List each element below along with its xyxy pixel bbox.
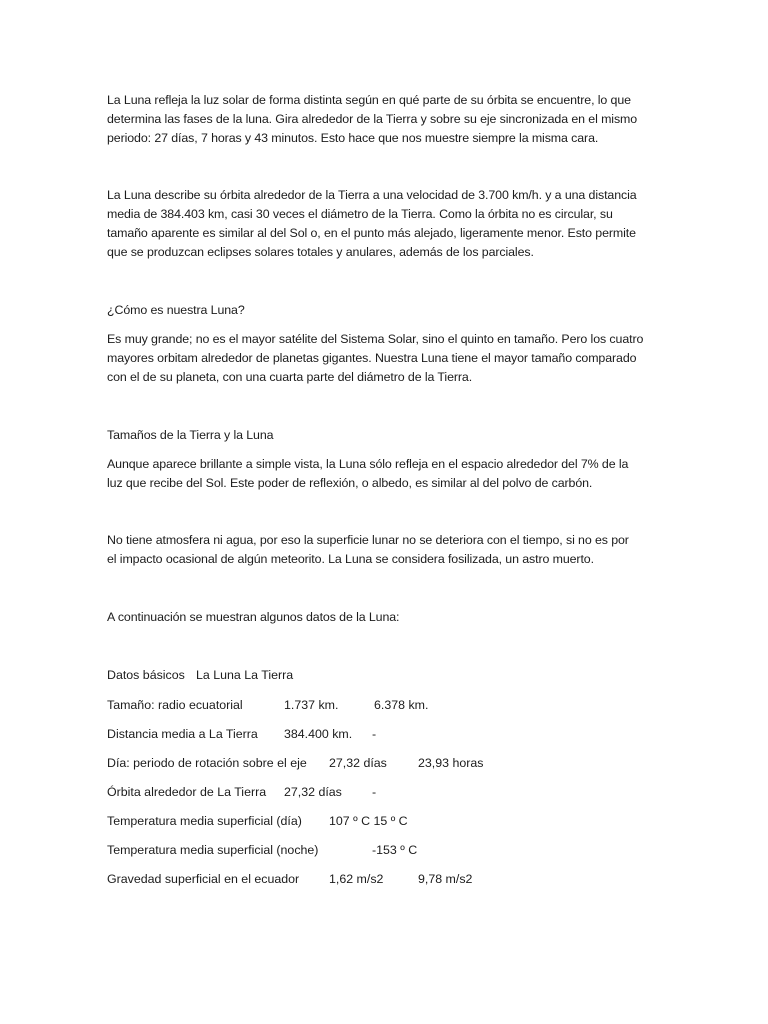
text-line: Es muy grande; no es el mayor satélite del Sistema Solar, sino el quinto en tamaño. Pero los cuatro xyxy=(107,332,644,346)
row-moon-value: 107 º C 15 º C xyxy=(329,814,408,828)
row-earth-value: - xyxy=(372,727,377,741)
text-line: No tiene atmosfera ni agua, por eso la superficie lunar no se deteriora con el tiempo, si no es por xyxy=(107,533,629,547)
text-line: periodo: 27 días, 7 horas y 43 minutos. Esto hace que nos muestre siempre la misma cara. xyxy=(107,131,599,145)
row-label: Temperatura media superficial (noche) xyxy=(107,843,319,857)
table-header-label: Datos básicos xyxy=(107,668,185,682)
row-earth-value: 6.378 km. xyxy=(374,698,429,712)
row-earth-value: 9,78 m/s2 xyxy=(418,872,473,886)
row-moon-value: 384.400 km. xyxy=(284,727,353,741)
row-label: Órbita alrededor de La Tierra xyxy=(107,785,267,799)
paragraph-atmosphere xyxy=(107,531,667,569)
paragraph-albedo xyxy=(107,455,667,493)
table-row xyxy=(107,725,667,744)
row-moon-value: 27,32 días xyxy=(284,785,342,799)
table-row xyxy=(107,754,667,773)
paragraph-moon-phases xyxy=(107,91,667,148)
row-label: Temperatura media superficial (día) xyxy=(107,814,302,828)
row-earth-value: - xyxy=(372,785,377,799)
text-line: que se produzcan eclipses solares totales y anulares, además de los parciales. xyxy=(107,245,534,259)
row-earth-value: 23,93 horas xyxy=(418,756,484,770)
table-header-row xyxy=(107,666,667,685)
row-moon-value: 1,62 m/s2 xyxy=(329,872,384,886)
row-label: Tamaño: radio ecuatorial xyxy=(107,698,243,712)
table-row xyxy=(107,841,667,860)
text-line: La Luna refleja la luz solar de forma distinta según en qué parte de su órbita se encuentre, lo que xyxy=(107,93,631,107)
table-row xyxy=(107,870,667,889)
paragraph-moon-orbit xyxy=(107,186,667,262)
text-line: La Luna describe su órbita alrededor de la Tierra a una velocidad de 3.700 km/h. y a una distancia xyxy=(107,188,637,202)
text-line: determina las fases de la luna. Gira alrededor de la Tierra y sobre su eje sincronizada en el mismo xyxy=(107,112,638,126)
table-row xyxy=(107,812,667,831)
row-label: Día: periodo de rotación sobre el eje xyxy=(107,756,307,770)
text-line: Aunque aparece brillante a simple vista, la Luna sólo refleja en el espacio alrededor del 7% de la xyxy=(107,457,629,471)
table-header-columns: La Luna La Tierra xyxy=(196,668,294,682)
table-row xyxy=(107,696,667,715)
paragraph-moon-size xyxy=(107,330,667,387)
text-line: luz que recibe del Sol. Este poder de reflexión, o albedo, es similar al del polvo de carbón. xyxy=(107,476,593,490)
text-line: mayores orbitam alrededor de planetas gigantes. Nuestra Luna tiene el mayor tamaño comparado xyxy=(107,351,637,365)
row-moon-value: 1.737 km. xyxy=(284,698,339,712)
text-line: el impacto ocasional de algún meteorito. La Luna se considera fosilizada, un astro muerto. xyxy=(107,552,594,566)
text-line: tamaño aparente es similar al del Sol o, en el punto más alejado, ligeramente menor. Esto permite xyxy=(107,226,636,240)
row-label: Distancia media a La Tierra xyxy=(107,727,258,741)
intro-data-list: A continuación se muestran algunos datos de la Luna: xyxy=(107,610,400,624)
heading-como-es-la-luna: ¿Cómo es nuestra Luna? xyxy=(107,303,245,317)
row-label: Gravedad superficial en el ecuador xyxy=(107,872,300,886)
heading-tamanos: Tamaños de la Tierra y la Luna xyxy=(107,428,274,442)
text-line: media de 384.403 km, casi 30 veces el diámetro de la Tierra. Como la órbita no es circular, su xyxy=(107,207,613,221)
table-row xyxy=(107,783,667,802)
row-moon-value: 27,32 días xyxy=(329,756,387,770)
text-line: con el de su planeta, con una cuarta parte del diámetro de la Tierra. xyxy=(107,370,473,384)
row-moon-value: -153 º C xyxy=(372,843,418,857)
